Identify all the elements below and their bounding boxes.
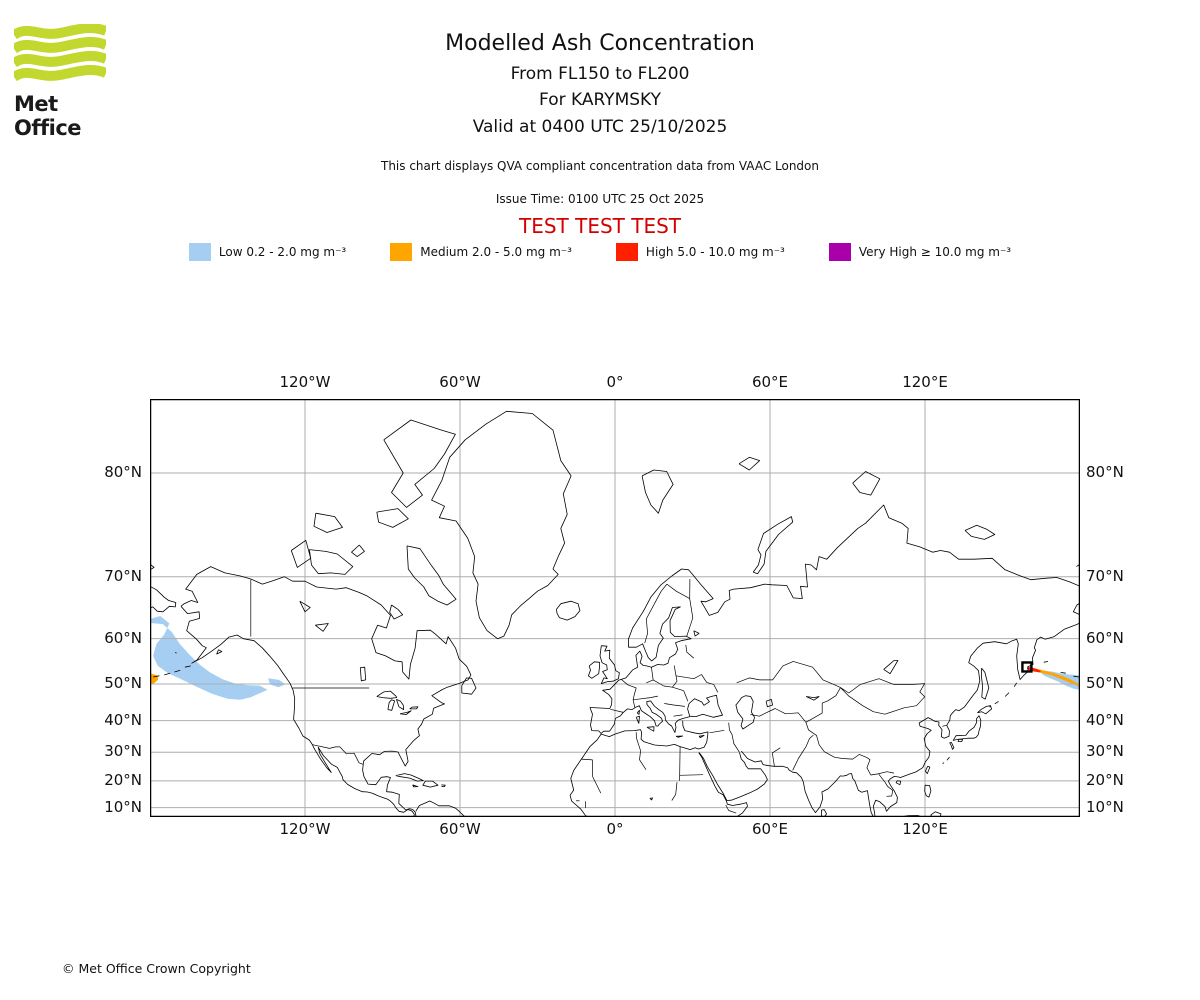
country-border: [729, 723, 730, 730]
lat-label-right: 30°N: [1086, 742, 1124, 761]
test-banner: TEST TEST TEST: [518, 214, 681, 238]
coastline: [150, 586, 176, 612]
coastline: [1005, 693, 1009, 697]
coastline: [432, 411, 571, 638]
coastline: [699, 735, 704, 737]
lon-label-top: 120°E: [902, 373, 948, 391]
lon-label-bottom: 120°W: [279, 820, 331, 838]
coastline: [600, 646, 619, 684]
coastline: [642, 470, 673, 513]
country-border: [729, 730, 739, 752]
coastline: [400, 711, 411, 715]
legend-label: Medium 2.0 - 5.0 mg m⁻³: [420, 245, 572, 259]
coastline: [423, 781, 438, 787]
coastline: [926, 766, 930, 773]
legend-swatch: [616, 243, 638, 261]
coastline: [407, 546, 456, 605]
coastline: [413, 785, 418, 787]
coastline: [806, 697, 819, 701]
coastline: [590, 701, 690, 734]
coastline: [396, 774, 424, 782]
coastline: [388, 700, 395, 711]
legend-swatch: [390, 243, 412, 261]
coastline: [736, 696, 755, 729]
country-border: [942, 725, 946, 726]
country-border: [672, 782, 677, 800]
coastline: [953, 716, 981, 741]
coastline: [995, 701, 999, 704]
country-border: [686, 645, 694, 658]
lat-label-left: 30°N: [104, 742, 142, 761]
country-border: [581, 759, 592, 760]
lon-label-top: 60°E: [751, 373, 789, 391]
country-border: [610, 709, 623, 712]
issue-time: Issue Time: 0100 UTC 25 Oct 2025: [495, 192, 705, 206]
coastline: [590, 607, 691, 709]
coastline: [676, 736, 683, 737]
country-border: [673, 715, 682, 716]
legend-swatch: [189, 243, 211, 261]
lon-label-bottom: 60°E: [751, 820, 789, 838]
map-canvas: [150, 399, 1080, 817]
country-border: [702, 675, 718, 693]
legend-item-medium: [390, 243, 572, 261]
lat-label-right: 80°N: [1086, 462, 1124, 481]
lat-label-left: 10°N: [104, 797, 142, 816]
lon-label-bottom: 120°E: [902, 820, 948, 838]
country-border: [664, 704, 685, 707]
met-office-logo-text: Met Office: [14, 92, 82, 140]
legend-swatch: [829, 243, 851, 261]
valid-time-subtitle: Valid at 0400 UTC 25/10/2025: [472, 117, 728, 137]
coastline: [896, 781, 901, 785]
coastline: [1014, 683, 1017, 687]
coastline: [217, 650, 222, 654]
country-border: [687, 579, 693, 636]
country-border: [676, 675, 702, 679]
lat-label-right: 40°N: [1086, 710, 1124, 729]
coastline: [396, 699, 403, 709]
coastline: [647, 727, 654, 732]
country-border: [645, 584, 667, 643]
coastline: [352, 545, 365, 557]
coastline: [925, 785, 931, 797]
country-border: [684, 691, 688, 702]
coastline: [556, 601, 580, 620]
coastline: [636, 716, 639, 723]
coastline: [637, 710, 639, 714]
lat-label-right: 70°N: [1086, 566, 1124, 585]
coastline: [741, 751, 873, 817]
lon-label-bottom: 60°W: [439, 820, 481, 838]
coastline: [416, 801, 466, 817]
coastline: [360, 667, 365, 681]
coastline: [1044, 661, 1048, 662]
coastline: [588, 662, 599, 679]
coastline: [688, 695, 723, 717]
lon-label-bottom: 0°: [606, 820, 624, 838]
coastline: [739, 457, 760, 470]
lat-label-left: 60°N: [104, 628, 142, 647]
coastline: [1061, 672, 1066, 673]
coastline: [181, 606, 414, 817]
country-border: [680, 747, 681, 781]
legend-item-low: [189, 243, 346, 261]
ash-plume-low: [150, 616, 268, 700]
country-border: [667, 584, 690, 599]
ash-plume-low: [268, 678, 285, 687]
country-border: [806, 688, 894, 775]
coastline: [309, 550, 352, 575]
coastline: [884, 661, 898, 674]
lon-label-top: 120°W: [279, 373, 331, 391]
country-border: [680, 775, 704, 776]
lat-label-right: 10°N: [1086, 797, 1124, 816]
lat-label-left: 20°N: [104, 770, 142, 789]
country-border: [651, 667, 653, 680]
legend-label: High 5.0 - 10.0 mg m⁻³: [645, 245, 785, 259]
legend-label: Low 0.2 - 2.0 mg m⁻³: [218, 245, 347, 259]
country-border: [710, 730, 725, 733]
lat-label-right: 50°N: [1086, 673, 1124, 692]
lon-label-top: 0°: [606, 373, 624, 391]
lat-label-left: 50°N: [104, 673, 142, 692]
coastline: [958, 739, 963, 741]
coastline: [853, 472, 880, 496]
lat-label-left: 80°N: [104, 462, 142, 481]
coastline: [753, 517, 793, 574]
coastline: [377, 509, 409, 528]
coastline: [628, 505, 1080, 647]
coastline: [950, 742, 954, 749]
copyright-notice: © Met Office Crown Copyright: [62, 961, 251, 976]
flight-level-subtitle: From FL150 to FL200: [510, 64, 690, 84]
coastline: [699, 753, 767, 801]
coastline: [164, 673, 170, 675]
coastline: [570, 721, 708, 817]
coastline: [650, 798, 653, 800]
coastline: [384, 420, 456, 507]
coastline: [441, 785, 445, 787]
page-title: Modelled Ash Concentration: [445, 31, 755, 56]
coastline: [947, 757, 950, 760]
lat-label-right: 20°N: [1086, 770, 1124, 789]
legend-item-high: [616, 243, 785, 261]
concentration-legend: [0, 243, 1200, 261]
lon-label-top: 60°W: [439, 373, 481, 391]
coastline: [314, 513, 343, 532]
coastline: [694, 631, 699, 636]
country-border: [726, 805, 736, 813]
coastline: [943, 763, 944, 764]
coastline: [377, 691, 397, 698]
qva-note: This chart displays QVA compliant concentration data from VAAC London: [381, 159, 819, 173]
coastline: [766, 699, 773, 706]
legend-label: Very High ≥ 10.0 mg m⁻³: [858, 245, 1012, 259]
coastline: [390, 605, 403, 619]
coastline: [410, 707, 418, 709]
coastline: [462, 678, 476, 694]
coastline: [965, 525, 995, 539]
lat-label-left: 40°N: [104, 710, 142, 729]
country-border: [772, 748, 780, 767]
country-border: [672, 687, 683, 691]
coastline: [315, 624, 328, 632]
world-map: [150, 399, 1080, 817]
legend-item-very-high: [829, 243, 1011, 261]
volcano-subtitle: For KARYMSKY: [539, 90, 661, 110]
lat-label-left: 70°N: [104, 566, 142, 585]
country-border: [646, 680, 664, 686]
country-border: [633, 696, 658, 700]
lat-label-right: 60°N: [1086, 628, 1124, 647]
coastline: [291, 540, 310, 567]
country-border: [593, 776, 601, 793]
